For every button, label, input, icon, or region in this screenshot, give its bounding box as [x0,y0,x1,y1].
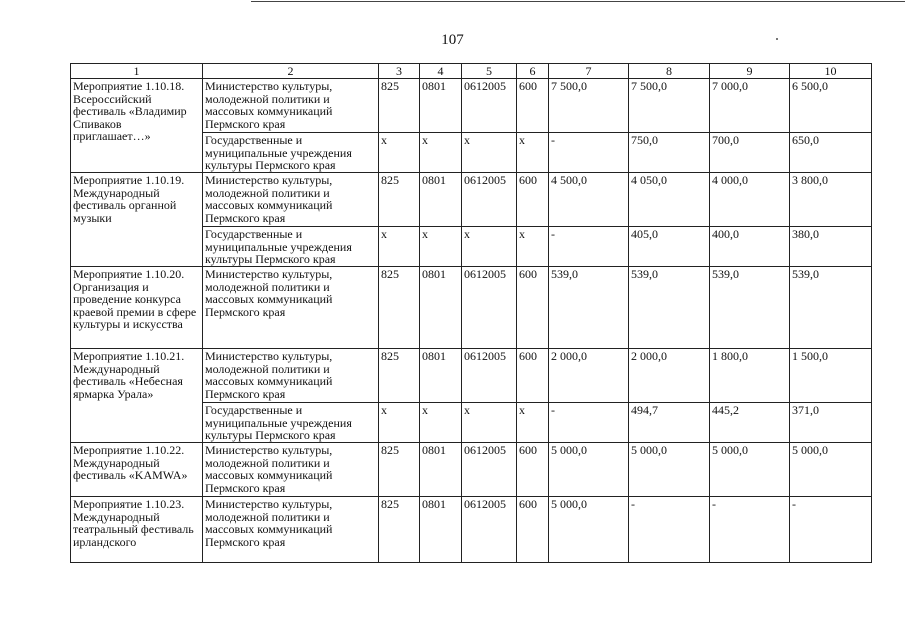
event-cell: Мероприятие 1.10.22. Международный фестиваль «KAMWA» [71,443,203,497]
expense-type-cell: 600 [517,443,549,497]
section-code-cell: 0801 [420,79,462,133]
grbs-code-cell: 825 [379,267,420,349]
executor-cell: Министерство культуры, молодежной политики и массовых коммуникаций Пермского края [203,349,379,403]
page-number: 107 [441,32,464,48]
section-code-cell: x [420,133,462,173]
grbs-code-cell: x [379,227,420,267]
target-article-cell: 0612005 [462,349,517,403]
column-number-10: 10 [790,64,872,79]
table-row [71,79,872,133]
year-3-cell: 539,0 [710,267,790,349]
year-2-cell: - [629,497,710,563]
column-number-6: 6 [517,64,549,79]
expense-type-cell: 600 [517,79,549,133]
year-1-cell: 2 000,0 [549,349,629,403]
year-1-cell: 5 000,0 [549,497,629,563]
expense-type-cell: 600 [517,173,549,227]
grbs-code-cell: 825 [379,173,420,227]
year-1-cell: - [549,403,629,443]
executor-cell: Министерство культуры, молодежной политики и массовых коммуникаций Пермского края [203,267,379,349]
year-2-cell: 750,0 [629,133,710,173]
executor-cell: Министерство культуры, молодежной политики и массовых коммуникаций Пермского края [203,79,379,133]
executor-cell: Министерство культуры, молодежной политики и массовых коммуникаций Пермского края [203,173,379,227]
year-3-cell: 700,0 [710,133,790,173]
event-cell: Мероприятие 1.10.19. Международный фестиваль органной музыки [71,173,203,267]
executor-cell: Министерство культуры, молодежной политики и массовых коммуникаций Пермского края [203,443,379,497]
year-4-cell: 3 800,0 [790,173,872,227]
year-1-cell: 5 000,0 [549,443,629,497]
grbs-code-cell: 825 [379,443,420,497]
column-number-7: 7 [549,64,629,79]
section-code-cell: x [420,403,462,443]
year-3-cell: 445,2 [710,403,790,443]
table-row [71,497,872,563]
year-1-cell: - [549,227,629,267]
event-cell: Мероприятие 1.10.18. Всероссийский фестиваль «Владимир Спиваков приглашает…» [71,79,203,173]
header-row [71,64,872,79]
executor-cell: Государственные и муниципальные учреждения культуры Пермского края [203,227,379,267]
year-4-cell: 650,0 [790,133,872,173]
section-code-cell: 0801 [420,443,462,497]
section-code-cell: 0801 [420,349,462,403]
year-3-cell: 400,0 [710,227,790,267]
event-cell: Мероприятие 1.10.23. Международный театральный фестиваль ирландского [71,497,203,563]
year-3-cell: 5 000,0 [710,443,790,497]
table-row [71,349,872,403]
executor-cell: Государственные и муниципальные учреждения культуры Пермского края [203,403,379,443]
grbs-code-cell: x [379,403,420,443]
grbs-code-cell: 825 [379,79,420,133]
target-article-cell: 0612005 [462,497,517,563]
column-number-2: 2 [203,64,379,79]
scan-speck [776,38,778,40]
target-article-cell: x [462,403,517,443]
year-4-cell: 6 500,0 [790,79,872,133]
column-number-9: 9 [710,64,790,79]
column-number-1: 1 [71,64,203,79]
target-article-cell: 0612005 [462,173,517,227]
section-code-cell: x [420,227,462,267]
column-number-8: 8 [629,64,710,79]
section-code-cell: 0801 [420,267,462,349]
target-article-cell: 0612005 [462,267,517,349]
section-code-cell: 0801 [420,497,462,563]
year-2-cell: 4 050,0 [629,173,710,227]
table-row [71,267,872,349]
year-3-cell: 1 800,0 [710,349,790,403]
year-2-cell: 494,7 [629,403,710,443]
grbs-code-cell: x [379,133,420,173]
target-article-cell: x [462,133,517,173]
executor-cell: Государственные и муниципальные учреждения культуры Пермского края [203,133,379,173]
executor-cell: Министерство культуры, молодежной политики и массовых коммуникаций Пермского края [203,497,379,563]
column-number-4: 4 [420,64,462,79]
column-number-3: 3 [379,64,420,79]
expense-type-cell: 600 [517,497,549,563]
year-1-cell: 4 500,0 [549,173,629,227]
year-4-cell: 5 000,0 [790,443,872,497]
year-4-cell: 539,0 [790,267,872,349]
section-code-cell: 0801 [420,173,462,227]
year-4-cell: 380,0 [790,227,872,267]
top-rule [251,1,905,2]
grbs-code-cell: 825 [379,497,420,563]
year-1-cell: 539,0 [549,267,629,349]
year-1-cell: - [549,133,629,173]
year-4-cell: 1 500,0 [790,349,872,403]
year-1-cell: 7 500,0 [549,79,629,133]
target-article-cell: x [462,227,517,267]
year-2-cell: 5 000,0 [629,443,710,497]
grbs-code-cell: 825 [379,349,420,403]
expense-type-cell: 600 [517,349,549,403]
year-4-cell: - [790,497,872,563]
year-3-cell: - [710,497,790,563]
expense-type-cell: x [517,227,549,267]
table-row [71,443,872,497]
table-row [71,173,872,227]
year-3-cell: 4 000,0 [710,173,790,227]
year-2-cell: 2 000,0 [629,349,710,403]
year-4-cell: 371,0 [790,403,872,443]
event-cell: Мероприятие 1.10.20. Организация и проведение конкурса краевой премии в сфере культуры и искусства [71,267,203,349]
year-2-cell: 405,0 [629,227,710,267]
target-article-cell: 0612005 [462,443,517,497]
expense-type-cell: 600 [517,267,549,349]
event-cell: Мероприятие 1.10.21. Международный фестиваль «Небесная ярмарка Урала» [71,349,203,443]
expense-type-cell: x [517,403,549,443]
expense-type-cell: x [517,133,549,173]
year-2-cell: 539,0 [629,267,710,349]
year-3-cell: 7 000,0 [710,79,790,133]
column-number-5: 5 [462,64,517,79]
target-article-cell: 0612005 [462,79,517,133]
budget-table [70,63,872,563]
year-2-cell: 7 500,0 [629,79,710,133]
